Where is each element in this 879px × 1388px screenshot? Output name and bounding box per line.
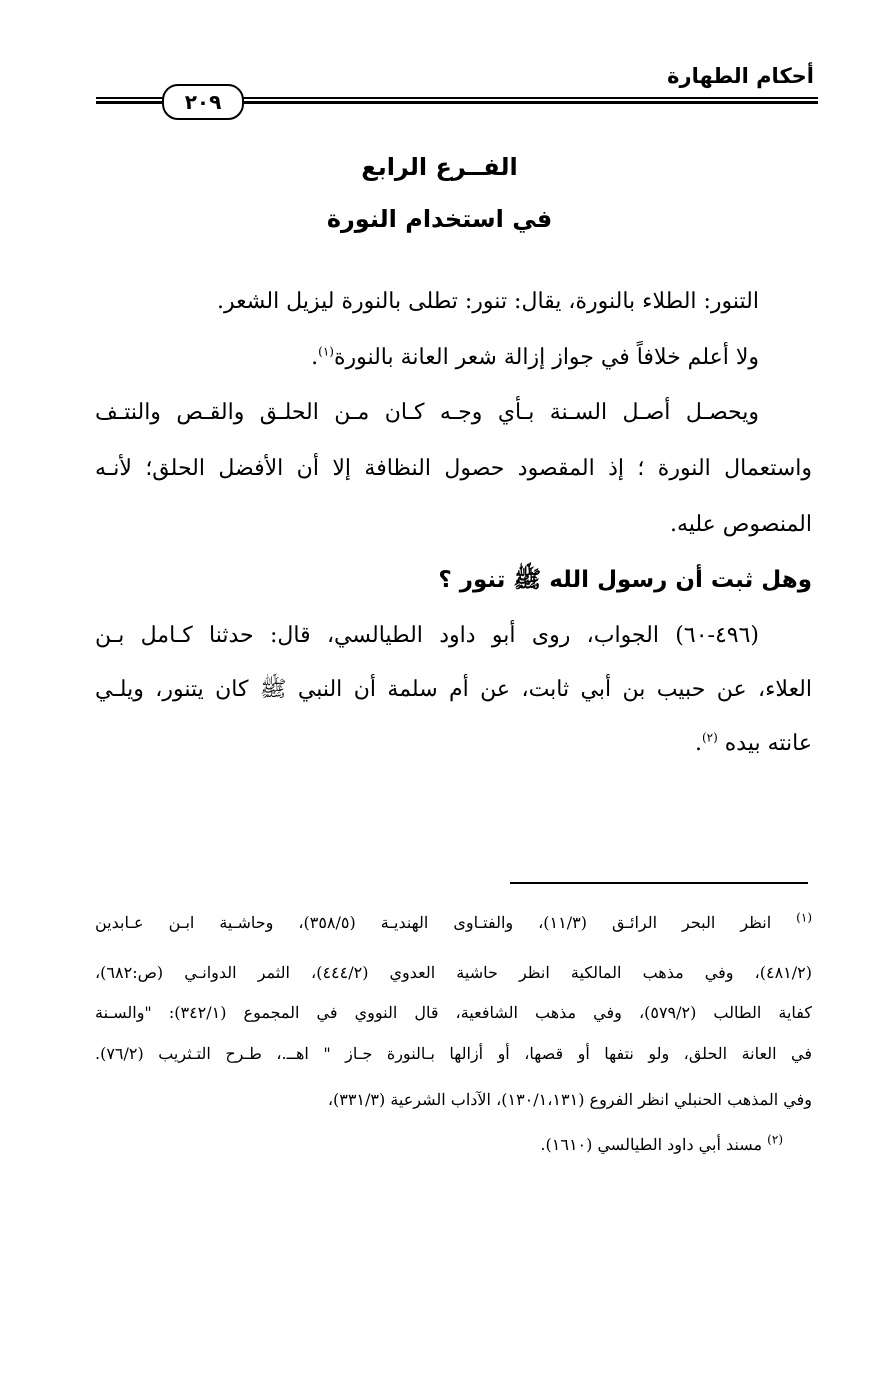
question-heading: وهل ثبت أن رسول الله ﷺ تنور ؟ — [438, 567, 812, 593]
footnote-divider — [510, 882, 808, 884]
chapter-subtitle: في استخدام النورة — [326, 205, 553, 233]
footnote-ref-1: (١) — [318, 344, 334, 359]
chapter-title: الفــرع الرابع — [361, 153, 518, 181]
footnote-1-line-4: في العانة الحلق، ولو نتفها أو قصها، أو أزالها بـالنورة جـاز " اهــ.، طـرح التـثريب (٧٦/٢). — [95, 1044, 812, 1063]
footnote-ref-2: (٢) — [701, 730, 718, 745]
footnote-1-mark: (١) — [796, 910, 812, 925]
paragraph-sunnah-line-2: واستعمال النورة ؛ إذ المقصود حصول النظافة إلا أن الأفضل الحلق؛ لأنـه — [95, 456, 812, 481]
footnote-1-line-3: كفاية الطالب (٥٧٩/٢)، وفي مذهب الشافعية، قال النووي في المجموع (٣٤٢/١): "والسـنة — [95, 1003, 813, 1022]
footnote-1-line-1-text: انظر البحر الرائـق (١١/٣)، والفتـاوى الهنديـة (٣٥٨/٥)، وحاشـية ابـن عـابدين — [95, 913, 772, 932]
footnote-2-mark: (٢) — [767, 1132, 783, 1147]
hadith-line-3-text: عانته بيده — [717, 731, 812, 756]
footnote-2 — [95, 1126, 783, 1164]
footnote-1-line-5: وفي المذهب الحنبلي انظر الفروع (١٣٠/١،١٣١)، الآداب الشرعية (٣٣١/٣)، — [327, 1090, 812, 1109]
hadith-line-3 — [95, 716, 812, 772]
paragraph-definition: التنور: الطلاء بالنورة، يقال: تنور: تطلى بالنورة ليزيل الشعر. — [217, 289, 759, 314]
hadith-line-2: العلاء، عن حبيب بن أبي ثابت، عن أم سلمة أن النبي ﷺ كان يتنور، ويلـي — [95, 677, 812, 702]
running-title: أحكام الطهارة — [667, 64, 814, 88]
hadith-line-3-end: . — [694, 731, 702, 756]
paragraph-consensus-end: . — [311, 345, 319, 370]
footnote-2-text: مسند أبي داود الطيالسي (١٦١٠). — [540, 1135, 763, 1154]
page-number: ٢٠٩ — [162, 84, 244, 120]
paragraph-sunnah-line-1: ويحصـل أصـل السـنة بـأي وجـه كـان مـن الحلـق والقـص والنتـف — [95, 400, 759, 425]
paragraph-consensus — [95, 330, 759, 386]
paragraph-sunnah-line-3: المنصوص عليه. — [669, 512, 812, 537]
footnote-1-line-1 — [95, 904, 812, 942]
paragraph-consensus-text: ولا أعلم خلافاً في جواز إزالة شعر العانة بالنورة — [333, 345, 759, 370]
hadith-line-1: (٤٩٦-٦٠) الجواب، روى أبو داود الطيالسي، قال: حدثنا كـامل بـن — [95, 623, 759, 648]
footnote-1-line-2: (٤٨١/٢)، وفي مذهب المالكية انظر حاشية العدوي (٤٤٤/٢)، الثمر الدوانـي (ص:٦٨٢)، — [95, 963, 812, 982]
